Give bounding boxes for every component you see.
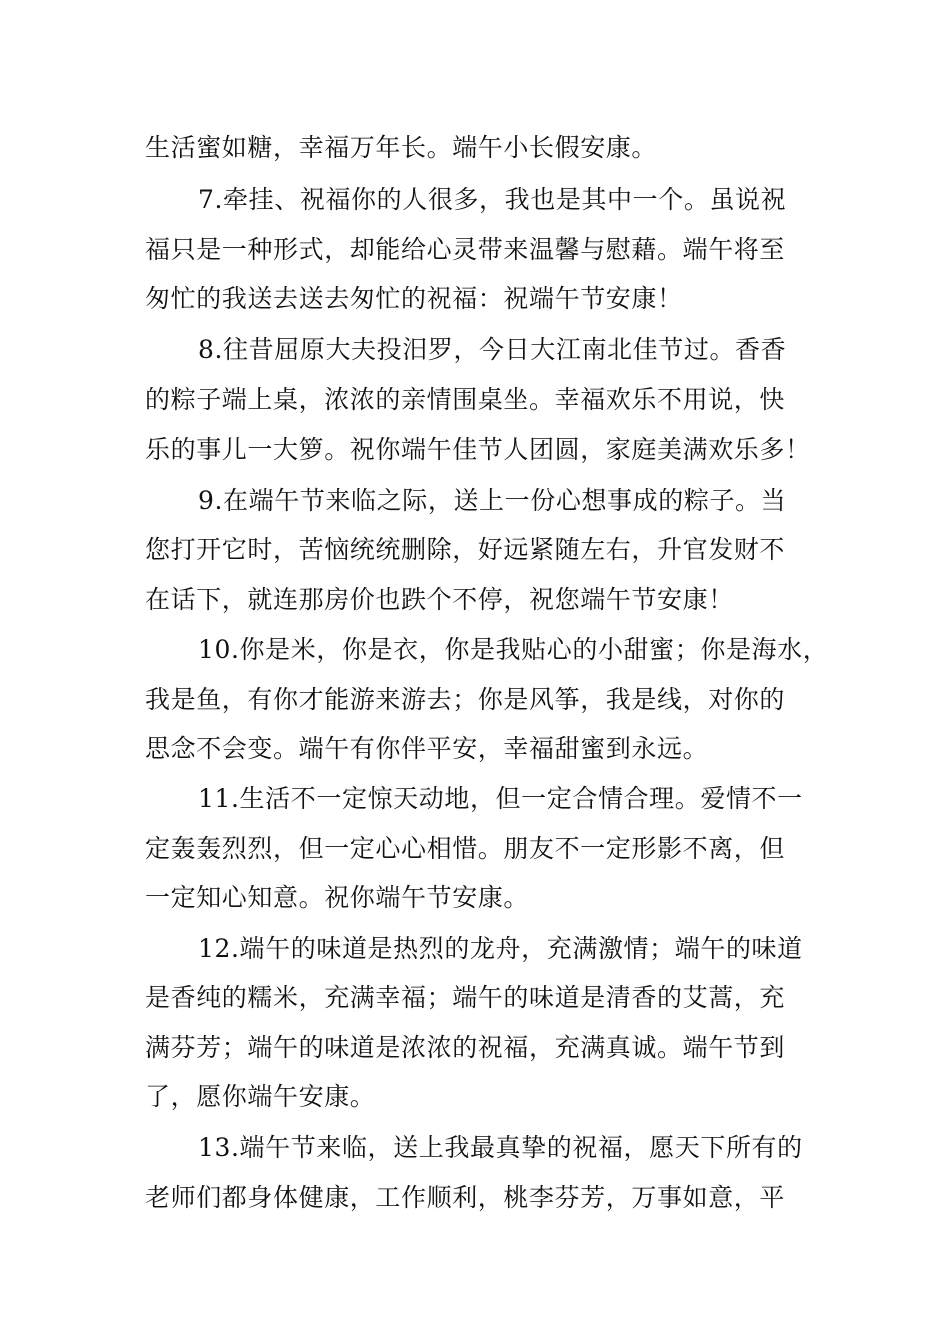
paragraph-13-line: 13.端午节来临，送上我最真挚的祝福，愿天下所有的 xyxy=(198,1133,803,1162)
paragraph-8-line: 8.往昔屈原大夫投汨罗，今日大江南北佳节过。香香 xyxy=(198,335,787,364)
paragraph-9-line: 9.在端午节来临之际，送上一份心想事成的粽子。当 xyxy=(198,486,787,515)
paragraph-13-line: 老师们都身体健康，工作顺利，桃李芬芳，万事如意，平 xyxy=(145,1183,786,1212)
paragraph-8-line: 乐的事儿一大箩。祝你端午佳节人团圆，家庭美满欢乐多！ xyxy=(145,435,811,464)
paragraph-7-line: 7.牵挂、祝福你的人很多，我也是其中一个。虽说祝 xyxy=(198,185,787,214)
paragraph-11-line: 定轰轰烈烈，但一定心心相惜。朋友不一定形影不离，但 xyxy=(145,834,786,863)
paragraph-9-line: 您打开它时，苦恼统统删除，好远紧随左右，升官发财不 xyxy=(145,535,786,564)
paragraph-12-line: 满芬芳；端午的味道是浓浓的祝福，充满真诚。端午节到 xyxy=(145,1033,786,1062)
paragraph-10-line: 我是鱼，有你才能游来游去；你是风筝，我是线，对你的 xyxy=(145,685,786,714)
paragraph-12-line: 12.端午的味道是热烈的龙舟，充满激情；端午的味道 xyxy=(198,934,803,963)
paragraph-12-line: 了，愿你端午安康。 xyxy=(145,1082,376,1111)
text-line: 生活蜜如糖，幸福万年长。端午小长假安康。 xyxy=(145,133,658,162)
paragraph-9-line: 在话下，就连那房价也跌个不停，祝您端午节安康！ xyxy=(145,585,734,614)
paragraph-11-line: 一定知心知意。祝你端午节安康。 xyxy=(145,883,530,912)
paragraph-7-line: 福只是一种形式，却能给心灵带来温馨与慰藉。端午将至 xyxy=(145,235,786,264)
paragraph-8-line: 的粽子端上桌，浓浓的亲情围桌坐。幸福欢乐不用说，快 xyxy=(145,385,786,414)
paragraph-11-line: 11.生活不一定惊天动地，但一定合情合理。爱情不一 xyxy=(198,784,803,813)
paragraph-12-line: 是香纯的糯米，充满幸福；端午的味道是清香的艾蒿，充 xyxy=(145,983,786,1012)
paragraph-10-line: 思念不会变。端午有你伴平安，幸福甜蜜到永远。 xyxy=(145,734,709,763)
paragraph-10-line: 10.你是米，你是衣，你是我贴心的小甜蜜；你是海水， xyxy=(198,635,829,664)
paragraph-7-line: 匆忙的我送去送去匆忙的祝福：祝端午节安康！ xyxy=(145,284,683,313)
